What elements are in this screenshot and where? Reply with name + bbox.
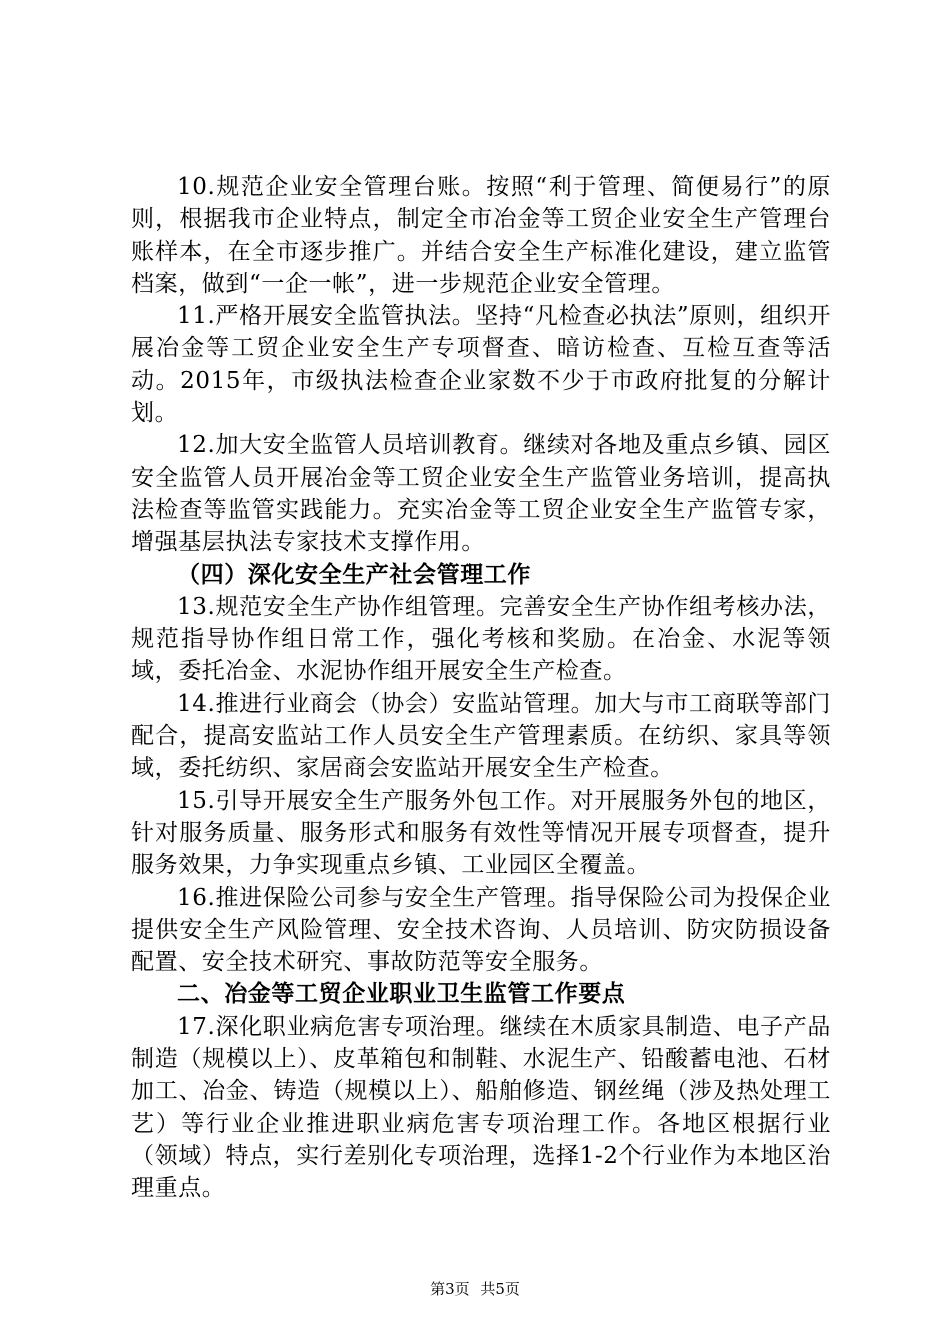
document-body [131, 171, 831, 1205]
paragraph-14: 14.推进行业商会（协会）安监站管理。加大与市工商联等部门配合，提高安监站工作人员安全生产管理素质。在纺织、家具等领域，委托纺织、家居商会安监站开展安全生产检查。 [131, 690, 831, 782]
total-pages: 共5页 [480, 1280, 520, 1298]
section-heading-4: （四）深化安全生产社会管理工作 [177, 561, 531, 588]
page-number: 第3页 [430, 1280, 470, 1298]
paragraph-13: 13.规范安全生产协作组管理。完善安全生产协作组考核办法，规范指导协作组日常工作，强化考核和奖励。在冶金、水泥等领域，委托冶金、水泥协作组开展安全生产检查。 [131, 593, 831, 685]
paragraph-12: 12.加大安全监管人员培训教育。继续对各地及重点乡镇、园区安全监管人员开展冶金等工贸企业安全生产监管业务培训，提高执法检查等监管实践能力。充实冶金等工贸企业安全生产监管专家，增强基层执法专家技术支撑作用。 [131, 432, 831, 556]
page-footer [0, 1278, 950, 1299]
paragraph-11: 11.严格开展安全监管执法。坚持“凡检查必执法”原则，组织开展冶金等工贸企业安全生产专项督查、暗访检查、互检互查等活动。2015年，市级执法检查企业家数不少于市政府批复的分解计划。 [131, 303, 831, 427]
section-heading-2: 二、冶金等工贸企业职业卫生监管工作要点 [177, 981, 626, 1008]
paragraph-16: 16.推进保险公司参与安全生产管理。指导保险公司为投保企业提供安全生产风险管理、安全技术咨询、人员培训、防灾防损设备配置、安全技术研究、事故防范等安全服务。 [131, 884, 831, 976]
paragraph-10: 10.规范企业安全管理台账。按照“利于管理、简便易行”的原则，根据我市企业特点，制定全市冶金等工贸企业安全生产管理台账样本，在全市逐步推广。并结合安全生产标准化建设，建立监管档案，做到“一企一帐”，进一步规范企业安全管理。 [131, 174, 831, 297]
paragraph-15: 15.引导开展安全生产服务外包工作。对开展服务外包的地区，针对服务质量、服务形式和服务有效性等情况开展专项督查，提升服务效果，力争实现重点乡镇、工业园区全覆盖。 [131, 787, 831, 879]
paragraph-17: 17.深化职业病危害专项治理。继续在木质家具制造、电子产品制造（规模以上）、皮革箱包和制鞋、水泥生产、铅酸蓄电池、石材加工、冶金、铸造（规模以上）、船舶修造、钢丝绳（涉及热处理工艺）等行业企业推进职业病危害专项治理工作。各地区根据行业（领域）特点，实行差别化专项治理，选择1-2个行业作为本地区治理重点。 [131, 1013, 831, 1202]
